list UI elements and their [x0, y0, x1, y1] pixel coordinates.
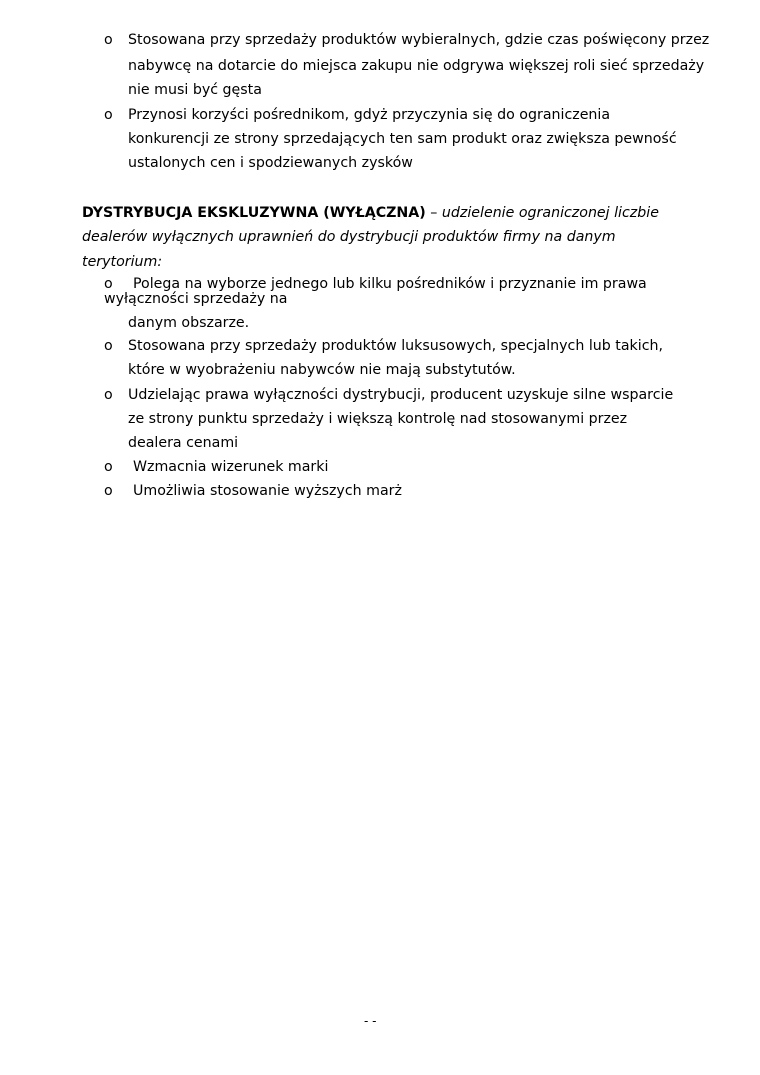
definition-text: dealerów wyłącznych uprawnień do dystrybucji produktów firmy na danym: [82, 229, 616, 245]
list-item-text: nabywcę na dotarcie do miejsca zakupu nie odgrywa większej roli sieć sprzedaży: [128, 58, 705, 74]
bullet-marker: o: [104, 483, 113, 499]
definition-text: terytorium:: [82, 254, 163, 270]
list-item-text: ustalonych cen i spodziewanych zysków: [128, 155, 413, 171]
section-heading-line: [82, 204, 659, 222]
bullet-marker: o: [104, 338, 113, 354]
list-item-text: Przynosi korzyści pośrednikom, gdyż przyczynia się do ograniczenia: [128, 107, 611, 123]
list-item-text: dealera cenami: [128, 435, 239, 451]
list-item-text: Stosowana przy sprzedaży produktów luksusowych, specjalnych lub takich,: [128, 338, 664, 354]
list-item-text: ze strony punktu sprzedaży i większą kontrolę nad stosowanymi przez: [128, 411, 628, 427]
list-item-text: wyłączności sprzedaży na: [104, 291, 288, 307]
list-item-text: które w wyobrażeniu nabywców nie mają substytutów.: [128, 362, 516, 378]
bullet-marker: o: [104, 107, 113, 123]
list-item-text: Stosowana przy sprzedaży produktów wybieralnych, gdzie czas poświęcony przez: [128, 32, 710, 48]
definition-text: udzielenie ograniczonej liczbie: [441, 205, 659, 221]
list-item-text: konkurencji ze strony sprzedających ten sam produkt oraz zwiększa pewność: [128, 131, 677, 147]
heading-dash: –: [425, 205, 442, 221]
bullet-marker: o: [104, 459, 113, 475]
page-number: - -: [364, 1014, 377, 1028]
section-heading: DYSTRYBUCJA EKSKLUZYWNA (WYŁĄCZNA): [82, 205, 426, 221]
list-item-text: Wzmacnia wizerunek marki: [133, 459, 329, 475]
list-item-text: Umożliwia stosowanie wyższych marż: [133, 483, 402, 499]
bullet-marker: o: [104, 276, 113, 292]
list-item-text: Polega na wyborze jednego lub kilku pośredników i przyznanie im prawa: [133, 276, 647, 292]
bullet-marker: o: [104, 387, 113, 403]
bullet-marker: o: [104, 32, 113, 48]
list-item-text: danym obszarze.: [128, 315, 250, 331]
list-item-text: Udzielając prawa wyłączności dystrybucji, producent uzyskuje silne wsparcie: [128, 387, 674, 403]
list-item-text: nie musi być gęsta: [128, 82, 262, 98]
